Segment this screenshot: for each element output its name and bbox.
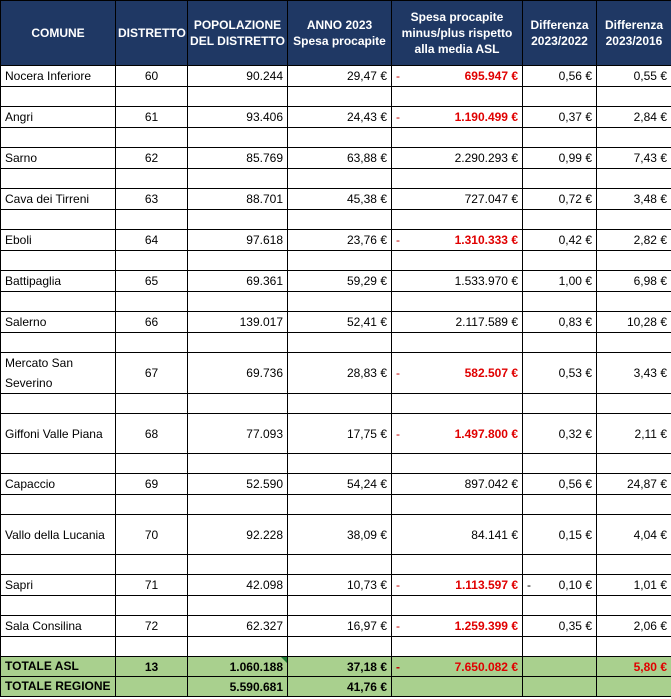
distretto-cell: 63 (116, 189, 188, 210)
spacer-cell (523, 555, 597, 575)
header-diff-2016: Differenza 2023/2016 (597, 1, 671, 66)
spacer-cell (116, 128, 188, 148)
comune-cell: Cava dei Tirreni (1, 189, 116, 210)
comune-cell: Angri (1, 107, 116, 128)
spacer-cell (116, 454, 188, 474)
diff-2022-cell (523, 474, 597, 495)
spacer-row (1, 87, 671, 107)
diff-2016-cell: 10,28 € (597, 312, 671, 333)
spacer-cell (597, 555, 671, 575)
spacer-cell (116, 495, 188, 515)
spacer-cell (116, 555, 188, 575)
spacer-cell (392, 210, 523, 230)
totale-regione-row (1, 677, 671, 697)
spacer-row (1, 210, 671, 230)
spacer-cell (1, 169, 116, 189)
spacer-cell (188, 495, 288, 515)
spacer-cell (392, 169, 523, 189)
popolazione-cell: 42.098 (188, 575, 288, 596)
spesa-delta-cell (392, 271, 523, 292)
header-anno-2023: ANNO 2023 Spesa procapite (288, 1, 392, 66)
comune-cell: Salerno (1, 312, 116, 333)
distretto-cell: 61 (116, 107, 188, 128)
spacer-cell (1, 333, 116, 353)
totale-asl-diff-2022 (523, 657, 597, 677)
anno-2023-cell: 59,29 € (288, 271, 392, 292)
distretto-cell: 66 (116, 312, 188, 333)
comune-cell: Sala Consilina (1, 616, 116, 637)
spesa-delta-cell (392, 148, 523, 169)
spacer-cell (523, 87, 597, 107)
comune-cell: Vallo della Lucania (1, 515, 116, 555)
diff-2022-value: 0,83 € (558, 315, 592, 329)
spacer-cell (597, 292, 671, 312)
spesa-delta-cell (392, 616, 523, 637)
anno-2023-cell: 17,75 € (288, 414, 392, 454)
spacer-cell (392, 128, 523, 148)
table-row (1, 353, 671, 394)
spesa-delta-value: 1.497.800 € (454, 426, 518, 441)
spacer-cell (523, 637, 597, 657)
spesa-delta-cell (392, 474, 523, 495)
spacer-cell (288, 210, 392, 230)
spesa-delta-cell (392, 312, 523, 333)
totale-regione-distretto (116, 677, 188, 697)
spacer-cell (523, 495, 597, 515)
spacer-cell (116, 292, 188, 312)
spacer-cell (597, 495, 671, 515)
totale-regione-spesa (392, 677, 523, 697)
spacer-cell (597, 169, 671, 189)
distretto-cell: 70 (116, 515, 188, 555)
distretto-cell: 64 (116, 230, 188, 251)
anno-2023-cell: 10,73 € (288, 575, 392, 596)
totale-asl-popolazione-value: 1.060.188 (229, 659, 283, 674)
diff-2016-cell: 2,82 € (597, 230, 671, 251)
diff-2022-cell (523, 107, 597, 128)
minus-sign: - (396, 110, 400, 124)
spacer-cell (1, 394, 116, 414)
spacer-cell (523, 454, 597, 474)
spacer-cell (288, 495, 392, 515)
spacer-cell (1, 596, 116, 616)
comune-cell: Giffoni Valle Piana (1, 414, 116, 454)
spacer-cell (188, 637, 288, 657)
anno-2023-cell: 52,41 € (288, 312, 392, 333)
totale-regione-anno-2023: 41,76 € (288, 677, 392, 697)
spacer-cell (188, 251, 288, 271)
spesa-delta-value: 84.141 € (471, 527, 518, 542)
diff-2022-value: 0,56 € (558, 477, 592, 491)
spacer-cell (597, 394, 671, 414)
diff-2022-cell (523, 271, 597, 292)
spacer-cell (392, 596, 523, 616)
diff-2016-cell: 0,55 € (597, 66, 671, 87)
spesa-delta-cell (392, 66, 523, 87)
comune-cell: Eboli (1, 230, 116, 251)
minus-sign: - (527, 578, 531, 592)
spacer-cell (523, 128, 597, 148)
distretto-cell: 62 (116, 148, 188, 169)
spacer-cell (1, 454, 116, 474)
table-row (1, 271, 671, 292)
spesa-delta-value: 2.117.589 € (455, 315, 518, 329)
spacer-row (1, 555, 671, 575)
spacer-cell (188, 394, 288, 414)
spacer-cell (188, 333, 288, 353)
spacer-cell (392, 637, 523, 657)
anno-2023-cell: 23,76 € (288, 230, 392, 251)
diff-2022-value: 1,00 € (558, 274, 592, 288)
anno-2023-cell: 29,47 € (288, 66, 392, 87)
anno-2023-cell: 16,97 € (288, 616, 392, 637)
spesa-delta-value: 2.290.293 € (454, 151, 518, 165)
spacer-cell (597, 210, 671, 230)
table-row (1, 515, 671, 555)
diff-2016-cell: 2,84 € (597, 107, 671, 128)
diff-2022-value: 0,35 € (558, 619, 592, 633)
popolazione-cell: 88.701 (188, 189, 288, 210)
popolazione-cell: 69.361 (188, 271, 288, 292)
spacer-cell (392, 495, 523, 515)
spesa-delta-value: 1.533.970 € (454, 274, 518, 288)
header-spesa-delta: Spesa procapite minus/plus rispetto alla media ASL (392, 1, 523, 66)
diff-2016-cell: 24,87 € (597, 474, 671, 495)
distretto-cell: 69 (116, 474, 188, 495)
spacer-cell (392, 454, 523, 474)
spesa-delta-cell (392, 575, 523, 596)
spacer-cell (392, 292, 523, 312)
spacer-cell (1, 251, 116, 271)
spacer-cell (288, 596, 392, 616)
totale-regione-diff-2022 (523, 677, 597, 697)
comune-cell: Battipaglia (1, 271, 116, 292)
totale-asl-row (1, 657, 671, 677)
anno-2023-cell: 45,38 € (288, 189, 392, 210)
spacer-cell (116, 87, 188, 107)
spacer-row (1, 454, 671, 474)
spacer-cell (288, 128, 392, 148)
spesa-delta-cell (392, 189, 523, 210)
spesa-delta-value: 727.047 € (464, 192, 518, 206)
spacer-cell (288, 637, 392, 657)
minus-sign: - (396, 619, 400, 633)
comune-cell: Nocera Inferiore (1, 66, 116, 87)
popolazione-cell: 77.093 (188, 414, 288, 454)
diff-2022-cell (523, 66, 597, 87)
spacer-cell (597, 128, 671, 148)
spesa-delta-cell (392, 515, 523, 555)
spesa-delta-value: 1.190.499 € (454, 110, 518, 124)
spesa-delta-value: 1.310.333 € (454, 233, 518, 247)
spacer-cell (116, 637, 188, 657)
spacer-cell (523, 251, 597, 271)
spacer-cell (188, 210, 288, 230)
spacer-row (1, 333, 671, 353)
spacer-cell (392, 333, 523, 353)
table-row (1, 474, 671, 495)
popolazione-cell: 85.769 (188, 148, 288, 169)
diff-2022-cell (523, 230, 597, 251)
spacer-row (1, 251, 671, 271)
diff-2022-value: 0,37 € (558, 110, 592, 124)
spacer-cell (1, 555, 116, 575)
spacer-cell (116, 169, 188, 189)
table-row (1, 189, 671, 210)
spacer-cell (116, 394, 188, 414)
distretto-cell: 65 (116, 271, 188, 292)
totale-asl-diff-2016: 5,80 € (597, 657, 671, 677)
spesa-delta-cell (392, 414, 523, 454)
diff-2022-value: 0,99 € (558, 151, 592, 165)
totale-asl-spesa (392, 657, 523, 677)
spacer-cell (288, 169, 392, 189)
spesa-delta-value: 1.259.399 € (454, 619, 518, 633)
distretto-cell: 67 (116, 353, 188, 394)
spacer-row (1, 394, 671, 414)
totale-asl-popolazione (188, 657, 288, 677)
diff-2022-value: 0,32 € (558, 426, 592, 441)
spacer-cell (288, 394, 392, 414)
spacer-row (1, 128, 671, 148)
distretto-cell: 72 (116, 616, 188, 637)
spacer-row (1, 292, 671, 312)
diff-2022-value: 0,15 € (558, 527, 592, 542)
totale-asl-distretto: 13 (116, 657, 188, 677)
minus-sign: - (396, 578, 400, 592)
totale-regione-label: TOTALE REGIONE (1, 677, 116, 697)
minus-sign: - (396, 69, 400, 83)
table-row (1, 414, 671, 454)
spacer-cell (188, 292, 288, 312)
totale-asl-anno-2023: 37,18 € (288, 657, 392, 677)
totale-regione-diff-2016 (597, 677, 671, 697)
anno-2023-cell: 28,83 € (288, 353, 392, 394)
spacer-cell (116, 333, 188, 353)
diff-2022-cell (523, 148, 597, 169)
spacer-cell (1, 210, 116, 230)
spacer-row (1, 596, 671, 616)
spacer-cell (288, 333, 392, 353)
minus-sign: - (396, 366, 400, 380)
spacer-cell (597, 454, 671, 474)
table-row (1, 66, 671, 87)
spesa-delta-value: 695.947 € (464, 69, 518, 83)
spacer-cell (392, 87, 523, 107)
spacer-cell (392, 555, 523, 575)
table-row (1, 616, 671, 637)
spacer-cell (523, 394, 597, 414)
header-row (1, 1, 671, 66)
distretto-cell: 60 (116, 66, 188, 87)
header-distretto: DISTRETTO (116, 1, 188, 66)
diff-2022-cell (523, 353, 597, 394)
spacer-cell (288, 87, 392, 107)
diff-2016-cell: 3,43 € (597, 353, 671, 394)
comune-cell: Capaccio (1, 474, 116, 495)
diff-2022-cell (523, 414, 597, 454)
spacer-cell (1, 87, 116, 107)
comune-cell: Sapri (1, 575, 116, 596)
diff-2022-cell (523, 312, 597, 333)
totale-asl-label: TOTALE ASL (1, 657, 116, 677)
spacer-cell (188, 128, 288, 148)
spacer-cell (523, 169, 597, 189)
spacer-cell (1, 128, 116, 148)
comune-cell: Mercato San Severino (1, 353, 116, 394)
diff-2016-cell: 7,43 € (597, 148, 671, 169)
spacer-cell (288, 251, 392, 271)
spacer-cell (523, 292, 597, 312)
popolazione-cell: 92.228 (188, 515, 288, 555)
spacer-cell (597, 596, 671, 616)
comune-cell: Sarno (1, 148, 116, 169)
minus-sign: - (396, 659, 400, 674)
anno-2023-cell: 54,24 € (288, 474, 392, 495)
anno-2023-cell: 38,09 € (288, 515, 392, 555)
table-row (1, 107, 671, 128)
table-row (1, 230, 671, 251)
table-row (1, 312, 671, 333)
spacer-cell (523, 333, 597, 353)
spacer-cell (1, 495, 116, 515)
spacer-row (1, 495, 671, 515)
diff-2016-cell: 2,11 € (597, 414, 671, 454)
spacer-cell (116, 596, 188, 616)
totale-regione-popolazione: 5.590.681 (188, 677, 288, 697)
spacer-cell (188, 555, 288, 575)
spacer-cell (288, 454, 392, 474)
spacer-cell (523, 210, 597, 230)
minus-sign: - (396, 426, 400, 441)
diff-2022-value: 0,10 € (558, 578, 592, 592)
diff-2022-cell (523, 189, 597, 210)
spacer-cell (188, 454, 288, 474)
minus-sign: - (396, 233, 400, 247)
spacer-cell (288, 292, 392, 312)
spacer-cell (597, 251, 671, 271)
spacer-cell (1, 637, 116, 657)
spesa-delta-cell (392, 107, 523, 128)
anno-2023-cell: 24,43 € (288, 107, 392, 128)
spacer-cell (523, 596, 597, 616)
diff-2022-cell (523, 515, 597, 555)
spesa-delta-cell (392, 230, 523, 251)
diff-2016-cell: 1,01 € (597, 575, 671, 596)
table-row (1, 575, 671, 596)
spesa-delta-cell (392, 353, 523, 394)
diff-2016-cell: 4,04 € (597, 515, 671, 555)
spacer-cell (116, 251, 188, 271)
spacer-cell (116, 210, 188, 230)
spacer-cell (188, 596, 288, 616)
diff-2016-cell: 3,48 € (597, 189, 671, 210)
diff-2022-value: 0,72 € (558, 192, 592, 206)
header-popolazione: POPOLAZIONE DEL DISTRETTO (188, 1, 288, 66)
spesa-delta-value: 1.113.597 € (455, 578, 518, 592)
diff-2022-cell (523, 616, 597, 637)
popolazione-cell: 69.736 (188, 353, 288, 394)
spacer-cell (597, 637, 671, 657)
popolazione-cell: 52.590 (188, 474, 288, 495)
header-diff-2022: Differenza 2023/2022 (523, 1, 597, 66)
table-body (1, 66, 671, 697)
popolazione-cell: 62.327 (188, 616, 288, 637)
spacer-cell (392, 251, 523, 271)
popolazione-cell: 139.017 (188, 312, 288, 333)
spacer-cell (188, 169, 288, 189)
diff-2022-value: 0,42 € (558, 233, 592, 247)
totale-asl-spesa-value: 7.650.082 € (454, 659, 518, 674)
anno-2023-cell: 63,88 € (288, 148, 392, 169)
spacer-cell (188, 87, 288, 107)
popolazione-cell: 90.244 (188, 66, 288, 87)
diff-2016-cell: 6,98 € (597, 271, 671, 292)
spacer-row (1, 169, 671, 189)
distretto-cell: 68 (116, 414, 188, 454)
diff-2022-value: 0,53 € (558, 366, 592, 380)
diff-2022-cell (523, 575, 597, 596)
popolazione-cell: 97.618 (188, 230, 288, 251)
header-comune: COMUNE (1, 1, 116, 66)
table-row (1, 148, 671, 169)
spacer-cell (597, 333, 671, 353)
diff-2016-cell: 2,06 € (597, 616, 671, 637)
spacer-cell (288, 555, 392, 575)
distretto-cell: 71 (116, 575, 188, 596)
spacer-cell (1, 292, 116, 312)
popolazione-cell: 93.406 (188, 107, 288, 128)
spesa-delta-value: 582.507 € (464, 366, 518, 380)
spesa-delta-value: 897.042 € (464, 477, 518, 491)
comment-flag-icon (281, 657, 287, 663)
spacer-cell (597, 87, 671, 107)
spacer-cell (392, 394, 523, 414)
diff-2022-value: 0,56 € (558, 69, 592, 83)
spacer-row (1, 637, 671, 657)
